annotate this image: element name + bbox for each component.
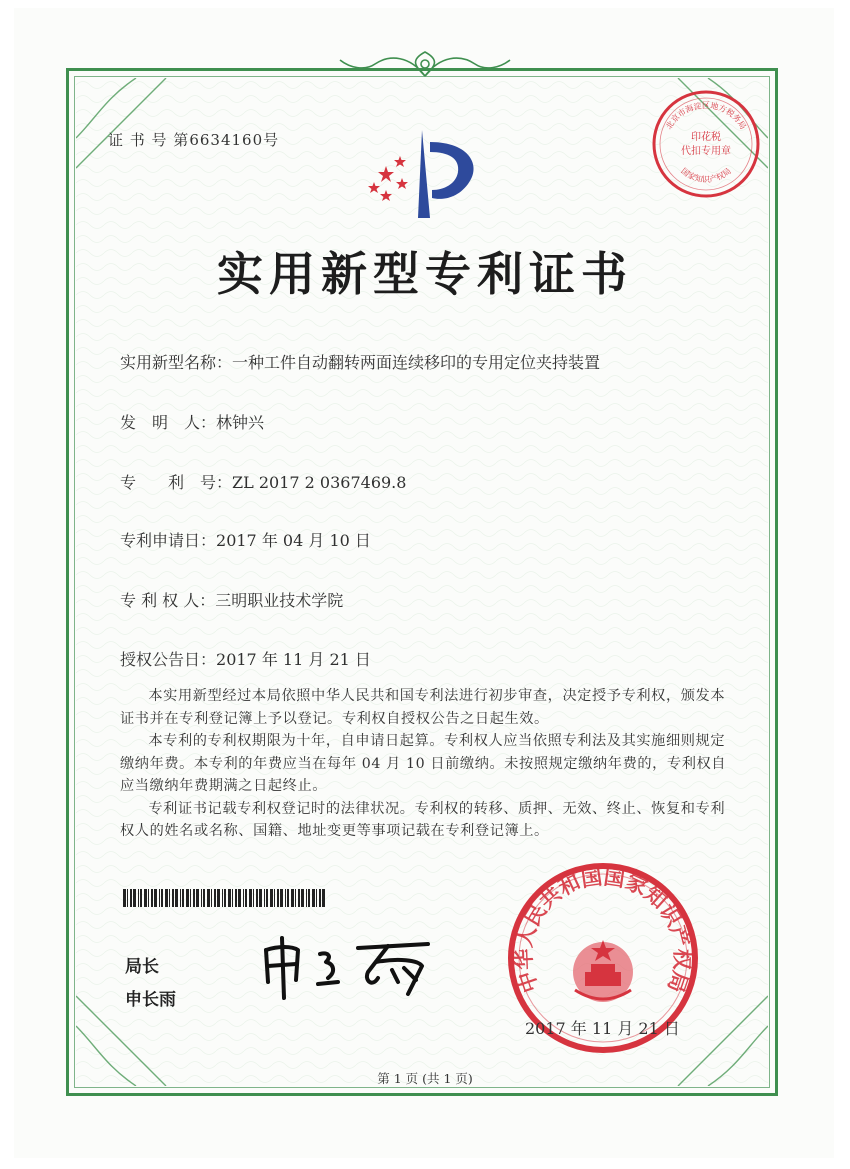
field-value: 2017 年 11 月 21 日	[216, 650, 371, 669]
certificate-number	[108, 129, 279, 150]
field-row-inventor	[120, 410, 264, 433]
tax-stamp-seal-icon	[650, 88, 762, 200]
certificate-title: 实用新型专利证书	[217, 247, 633, 301]
body-paragraph-2: 本专利的专利权期限为十年，自申请日起算。专利权人应当依照专利法及其实施细则规定缴纳年费。本专利的年费应当在每年 04 月 10 日前缴纳。未按照规定缴纳年费的，专利权自应当缴纳年费期满之日起终止。	[120, 733, 727, 794]
tax-seal-bottom-text: 国家知识产权局	[679, 166, 733, 185]
tax-seal-top-text: 北京市海淀区地方税务局	[664, 101, 748, 131]
field-row-application-date	[120, 528, 371, 551]
field-label: 实用新型名称：	[120, 353, 233, 372]
field-label: 发 明 人：	[120, 413, 217, 432]
field-label: 授权公告日：	[120, 650, 217, 669]
certificate-number-value: 6634160	[189, 131, 264, 149]
field-value: 一种工件自动翻转两面连续移印的专用定位夹持装置	[232, 353, 601, 372]
tax-seal-middle-1: 印花税	[691, 132, 721, 143]
issue-date: 2017 年 11 月 21 日	[525, 1019, 680, 1038]
signer-title: 局长	[125, 957, 159, 977]
top-ornament	[320, 46, 530, 86]
field-value: 林钟兴	[216, 413, 265, 432]
svg-text:国家知识产权局	[679, 166, 732, 184]
signer-name: 申长雨	[125, 990, 176, 1010]
handwritten-signature-icon	[258, 932, 438, 1002]
field-label: 专 利 权 人：	[120, 591, 216, 610]
body-paragraph-3: 专利证书记载专利权登记时的法律状况。专利权的转移、质押、无效、终止、恢复和专利权人的姓名或名称、国籍、地址变更等事项记载在专利登记簿上。	[120, 800, 726, 839]
field-label: 专 利 号：	[120, 473, 233, 492]
page-number: 第 1 页 (共 1 页)	[377, 1071, 473, 1086]
field-value: 三明职业技术学院	[215, 591, 344, 610]
tax-seal-middle-2: 代扣专用章	[681, 146, 731, 157]
field-row-grant-date	[120, 647, 371, 670]
certificate-number-suffix: 号	[263, 131, 280, 149]
national-emblem-icon	[573, 940, 633, 1002]
field-row-patentee	[120, 588, 343, 611]
official-seal-text: 中华人民共和国国家知识产权局	[511, 864, 695, 996]
field-value: ZL 2017 2 0367469.8	[232, 473, 407, 492]
svg-text:北京市海淀区地方税务局	[663, 100, 747, 131]
certificate-number-label: 证 书 号 第	[108, 131, 190, 149]
field-row-patent-number	[120, 470, 406, 493]
field-row-utility-name	[120, 350, 600, 373]
body-paragraph-1: 本实用新型经过本局依照中华人民共和国专利法进行初步审查，决定授予专利权，颁发本证书并在专利登记簿上予以登记。专利权自授权公告之日起生效。	[120, 688, 726, 727]
field-value: 2017 年 04 月 10 日	[216, 531, 371, 550]
field-label: 专利申请日：	[120, 531, 217, 550]
certificate-body	[120, 685, 730, 843]
patent-office-logo-icon	[360, 126, 490, 222]
barcode-icon	[123, 889, 329, 907]
